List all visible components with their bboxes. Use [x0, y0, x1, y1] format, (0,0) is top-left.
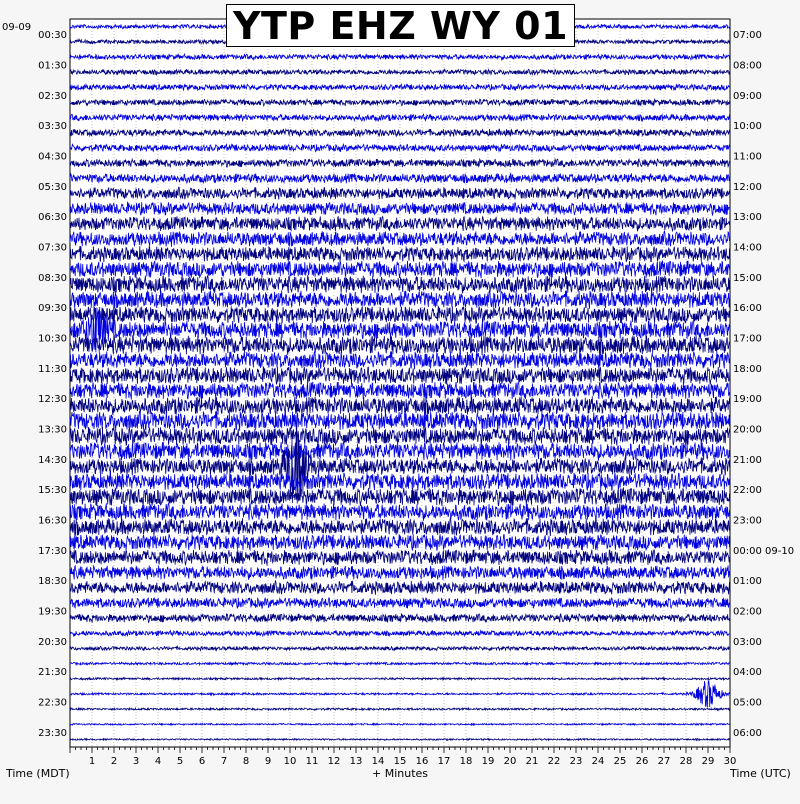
x-tick-label: 20 — [503, 756, 517, 767]
left-time-label: 06:30 — [38, 212, 67, 224]
x-tick-label: 29 — [701, 756, 715, 767]
left-time-label: 12:30 — [38, 394, 67, 406]
x-tick-label: 5 — [176, 756, 184, 767]
right-time-label: 16:00 — [733, 303, 762, 315]
x-tick-label: 11 — [305, 756, 319, 767]
left-time-label: 17:30 — [38, 545, 67, 557]
minutes-axis — [70, 747, 736, 767]
right-time-label: 18:00 — [733, 363, 762, 375]
right-time-label: 06:00 — [733, 727, 762, 739]
right-time-labels — [733, 30, 794, 739]
right-time-label: 15:00 — [733, 272, 762, 284]
left-time-label: 14:30 — [38, 454, 67, 466]
x-tick-label: 8 — [242, 756, 250, 767]
x-tick-label: 13 — [349, 756, 363, 767]
left-time-label: 16:30 — [38, 515, 67, 527]
right-time-label: 07:00 — [733, 30, 762, 42]
x-tick-label: 27 — [657, 756, 671, 767]
right-time-label: 08:00 — [733, 60, 762, 72]
x-axis-label: + Minutes — [371, 767, 429, 780]
x-tick-label: 12 — [327, 756, 341, 767]
x-tick-label: 9 — [264, 756, 272, 767]
right-time-label: 20:00 — [733, 424, 762, 436]
right-time-label: 23:00 — [733, 515, 762, 527]
x-tick-label: 26 — [635, 756, 649, 767]
left-time-label: 00:30 — [38, 30, 67, 42]
right-time-label: 11:00 — [733, 151, 762, 163]
left-time-label: 13:30 — [38, 424, 67, 436]
left-time-label: 01:30 — [38, 60, 67, 72]
x-tick-label: 10 — [283, 756, 297, 767]
left-time-label: 03:30 — [38, 121, 67, 133]
x-tick-label: 18 — [459, 756, 473, 767]
right-axis-label: Time (UTC) — [730, 767, 791, 780]
left-time-label: 05:30 — [38, 181, 67, 193]
left-time-label: 15:30 — [38, 485, 67, 497]
left-time-label: 09:30 — [38, 303, 67, 315]
left-time-label: 10:30 — [38, 333, 67, 345]
x-tick-label: 2 — [110, 756, 118, 767]
left-time-label: 23:30 — [38, 727, 67, 739]
x-tick-label: 3 — [132, 756, 140, 767]
x-tick-label: 21 — [525, 756, 539, 767]
x-tick-label: 28 — [679, 756, 693, 767]
left-date-label: 09-09 — [2, 22, 32, 33]
right-time-label: 01:00 — [733, 576, 762, 588]
chart-title: YTP EHZ WY 01 — [226, 4, 575, 47]
x-tick-label: 22 — [547, 756, 561, 767]
x-tick-label: 19 — [481, 756, 495, 767]
left-time-label: 07:30 — [38, 242, 67, 254]
left-time-label: 08:30 — [38, 272, 67, 284]
right-time-label: 19:00 — [733, 394, 762, 406]
right-time-label: 00:00 09-10 — [733, 545, 795, 557]
left-axis-label: Time (MDT) — [6, 767, 70, 780]
x-tick-label: 6 — [198, 756, 206, 767]
x-tick-label: 30 — [723, 756, 737, 767]
x-tick-label: 17 — [437, 756, 451, 767]
left-time-label: 21:30 — [38, 667, 67, 679]
left-time-label: 02:30 — [38, 90, 67, 102]
left-time-label: 19:30 — [38, 606, 67, 618]
right-time-label: 22:00 — [733, 485, 762, 497]
left-time-label: 18:30 — [38, 576, 67, 588]
left-time-label: 20:30 — [38, 636, 67, 648]
right-time-label: 10:00 — [733, 121, 762, 133]
x-tick-label: 15 — [393, 756, 407, 767]
right-time-label: 14:00 — [733, 242, 762, 254]
x-tick-label: 16 — [415, 756, 429, 767]
left-time-label: 11:30 — [38, 363, 67, 375]
left-time-labels — [38, 30, 67, 739]
right-time-label: 03:00 — [733, 636, 762, 648]
right-time-label: 02:00 — [733, 606, 762, 618]
left-time-label: 22:30 — [38, 697, 67, 709]
right-time-label: 05:00 — [733, 697, 762, 709]
x-tick-label: 24 — [591, 756, 605, 767]
x-tick-label: 1 — [88, 756, 96, 767]
x-tick-label: 25 — [613, 756, 627, 767]
right-time-label: 12:00 — [733, 181, 762, 193]
right-time-label: 13:00 — [733, 212, 762, 224]
x-tick-label: 4 — [154, 756, 162, 767]
right-time-label: 04:00 — [733, 667, 762, 679]
x-tick-label: 7 — [220, 756, 228, 767]
x-tick-label: 14 — [371, 756, 385, 767]
left-time-label: 04:30 — [38, 151, 67, 163]
x-tick-label: 23 — [569, 756, 583, 767]
right-time-label: 21:00 — [733, 454, 762, 466]
right-time-label: 17:00 — [733, 333, 762, 345]
right-time-label: 09:00 — [733, 90, 762, 102]
